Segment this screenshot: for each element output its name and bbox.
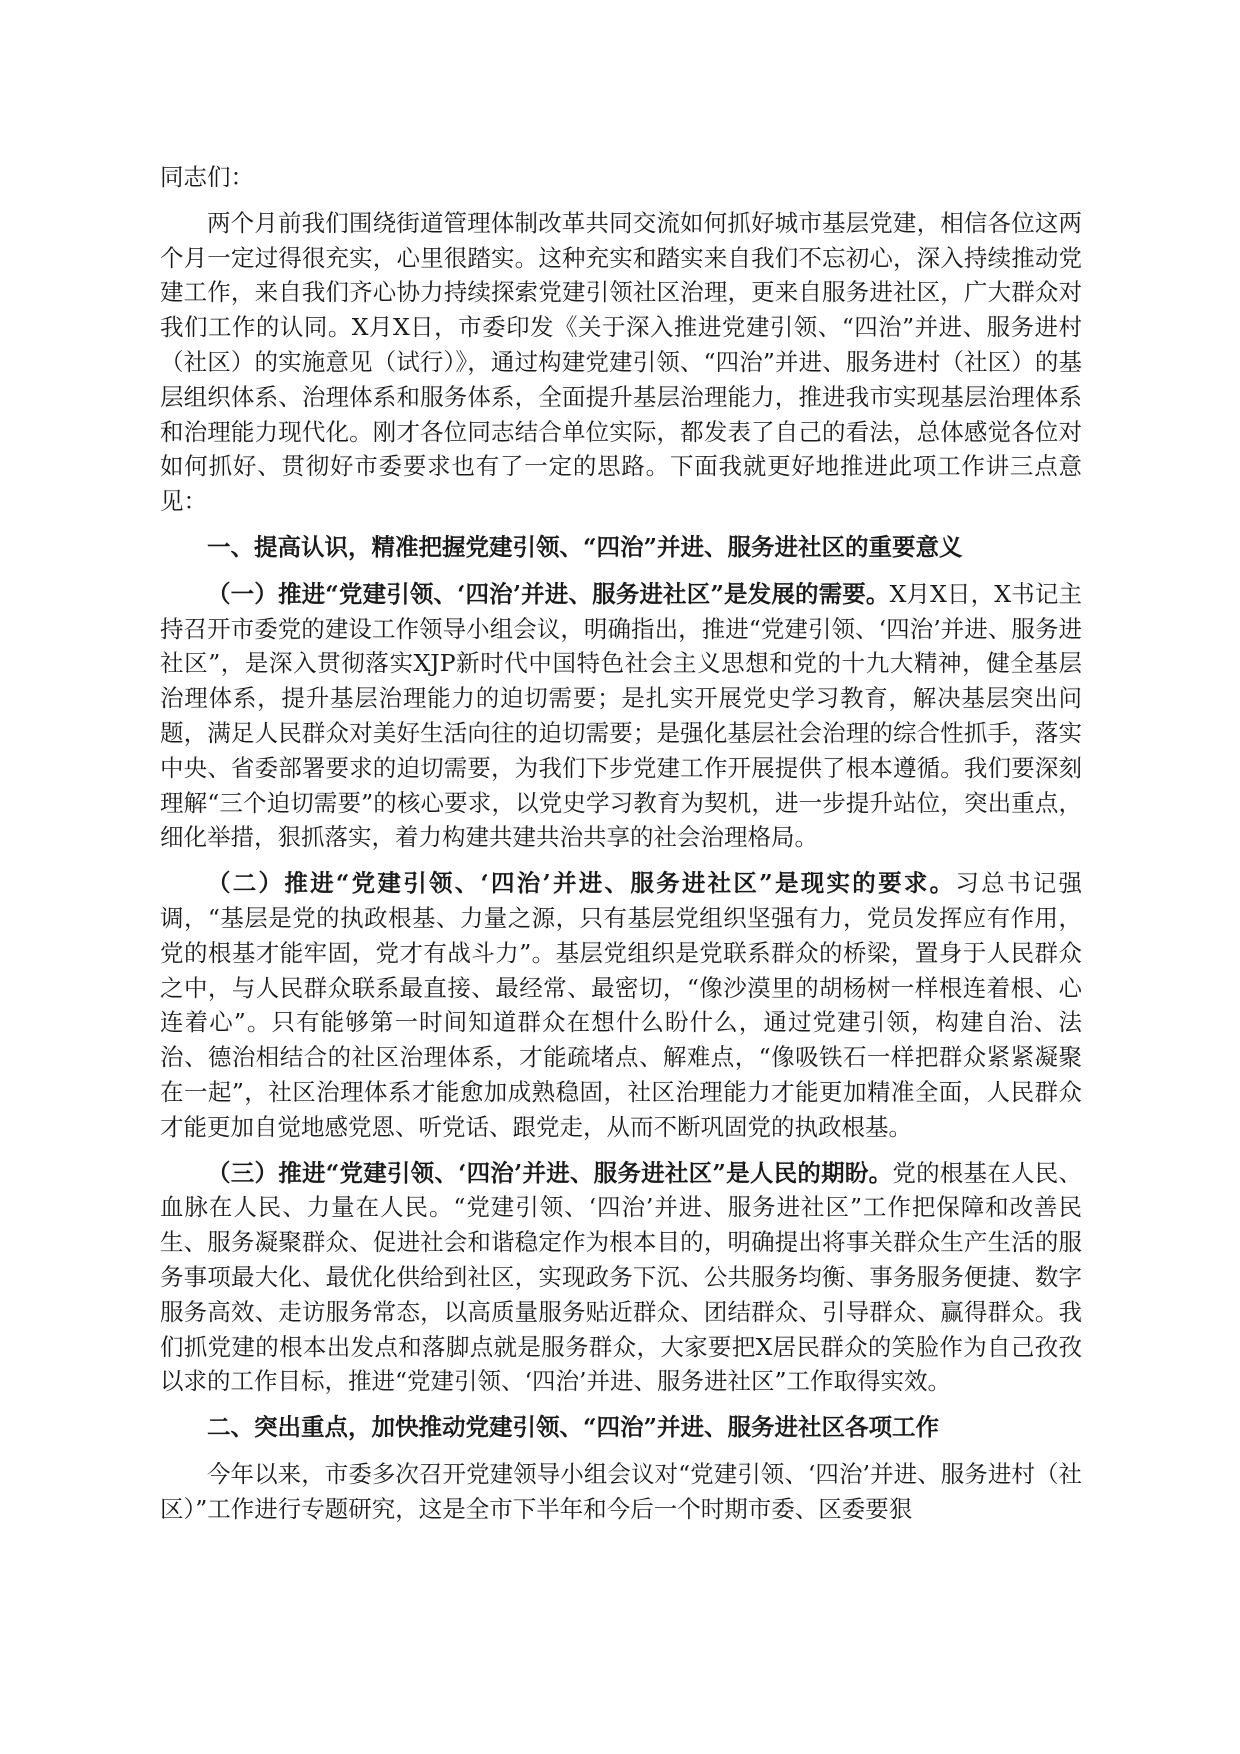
intro-paragraph: 两个月前我们围绕街道管理体制改革共同交流如何抓好城市基层党建，相信各位这两个月一定过得很充实，心里很踏实。这种充实和踏实来自我们不忘初心，深入持续推动党建工作，来自我们齐心协力持续探索党建引领社区治理，更来自服务进社区，广大群众对我们工作的认同。X月X日，市委印发《关于深入推进党建引领、“四治”并进、服务进村（社区）的实施意见（试行）》，通过构建党建引领、“四治”并进、服务进村（社区）的基层组织体系、治理体系和服务体系，全面提升基层治理能力，推进我市实现基层治理体系和治理能力现代化。刚才各位同志结合单位实际，都发表了自己的看法，总体感觉各位对如何抓好、贯彻好市委要求也有了一定的思路。下面我就更好地推进此项工作讲三点意见： (160, 208, 1082, 516)
item-3-body: 党的根基在人民、血脉在人民、力量在人民。“党建引领、‘四治’并进、服务进社区”工作把保障和改善民生、服务凝聚群众、促进社会和谐稳定作为根本目的，明确提出将事关群众生产生活的服务事项最大化、最优化供给到社区，实现政务下沉、公共服务均衡、事务服务便捷、数字服务高效、走访服务常态，以高质量服务贴近群众、团结群众、引导群众、赢得群众。我们抓党建的根本出发点和落脚点就是服务群众，大家要把X居民群众的笑脸作为自己孜孜以求的工作目标，推进“党建引领、‘四治’并进、服务进社区”工作取得实效。 (160, 1158, 1083, 1396)
section-2-paragraph: 今年以来，市委多次召开党建领导小组会议对“党建引领、‘四治’并进、服务进村（社区）”工作进行专题研究，这是全市下半年和今后一个时期市委、区委要狠 (160, 1459, 1082, 1523)
section-1-heading: 一、提高认识，精准把握党建引领、“四治”并进、服务进社区的重要意义 (207, 532, 963, 561)
document-page (160, 160, 1082, 1537)
section-1-item-1 (160, 577, 1082, 855)
item-2-body: 习总书记强调，“基层是党的执政根基、力量之源，只有基层党组织坚强有力，党员发挥应有作用，党的根基才能牢固，党才有战斗力”。基层党组织是党联系群众的桥梁，置身于人民群众之中，与人民群众联系最直接、最经常、最密切，“像沙漠里的胡杨树一样根连着根、心连着心”。只有能够第一时间知道群众在想什么盼什么，通过党建引领，构建自治、法治、德治相结合的社区治理体系，才能疏堵点、解难点，“像吸铁石一样把群众紧紧凝聚在一起”，社区治理体系才能愈加成熟稳固，社区治理能力才能更加精准全面，人民群众才能更加自觉地感党恩、听党话、跟党走，从而不断巩固党的执政根基。 (160, 869, 1083, 1141)
item-1-lead: （一）推进“党建引领、‘四治’并进、服务进社区”是发展的需要。 (207, 579, 890, 608)
item-2-lead: （二）推进“党建引领、‘四治’并进、服务进社区”是现实的要求。 (207, 869, 956, 898)
item-1-body: X月X日，X书记主持召开市委党的建设工作领导小组会议，明确指出，推进“党建引领、‘四治’并进、服务进社区”，是深入贯彻落实XJP新时代中国特色社会主义思想和党的十九大精神，健全基层治理体系，提升基层治理能力的迫切需要；是扎实开展党史学习教育，解决基层突出问题，满足人民群众对美好生活向往的迫切需要；是强化基层社会治理的综合性抓手，落实中央、省委部署要求的迫切需要，为我们下步党建工作开展提供了根本遵循。我们要深刻理解“三个迫切需要”的核心要求，以党史学习教育为契机，进一步提升站位，突出重点，细化举措，狠抓落实，着力构建共建共治共享的社会治理格局。 (160, 579, 1082, 852)
salutation: 同志们： (160, 163, 254, 191)
section-2-heading: 二、突出重点，加快推动党建引领、“四治”并进、服务进社区各项工作 (207, 1413, 940, 1442)
section-1-item-3 (160, 1156, 1082, 1400)
section-1-item-2 (160, 866, 1082, 1144)
item-3-lead: （三）推进“党建引领、‘四治’并进、服务进社区”是人民的期盼。 (207, 1158, 893, 1187)
